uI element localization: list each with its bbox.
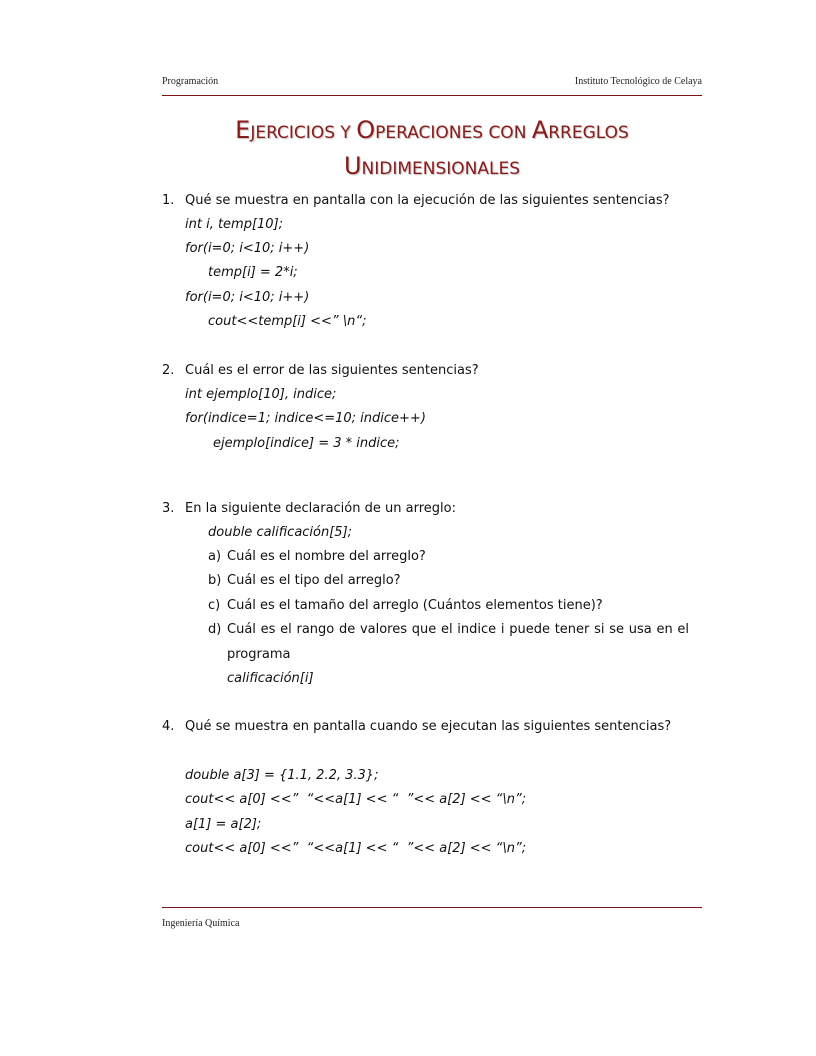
title-cap-u: U	[343, 152, 362, 180]
q3-declaration: double calificación[5];	[208, 525, 353, 540]
q1-code-line: cout<<temp[i] <<” \n“;	[208, 314, 367, 329]
title-word-ejercicios: JERCICIOS Y	[250, 123, 357, 143]
q2-text: Cuál es el error de las siguientes sentencias?	[185, 363, 479, 378]
q2-code-line: for(indice=1; indice<=10; indice++)	[185, 411, 426, 426]
q3-item-label: d)	[208, 622, 222, 637]
q4-text: Qué se muestra en pantalla cuando se ejecutan las siguientes sentencias?	[185, 719, 672, 734]
q3-item-code: calificación[i]	[227, 671, 314, 686]
q3-item-label: b)	[208, 573, 222, 588]
q1-code-line: int i, temp[10];	[185, 217, 284, 232]
header-institution: Instituto Tecnológico de Celaya	[574, 76, 702, 87]
q4-code-line: cout<< a[0] <<” “<<a[1] << “ ”<< a[2] << “\n”;	[185, 792, 527, 807]
header-rule	[162, 95, 702, 96]
title-cap-a: A	[531, 116, 549, 144]
q2-number: 2.	[162, 363, 175, 378]
title-word-operaciones: PERACIONES CON	[375, 123, 532, 143]
page-title	[162, 114, 702, 186]
q1-code-line: for(i=0; i<10; i++)	[185, 290, 310, 305]
q3-item-text: Cuál es el tipo del arreglo?	[227, 573, 401, 588]
title-word-arreglos: RREGLOS	[548, 123, 629, 143]
q4-code-line: a[1] = a[2];	[185, 817, 262, 832]
q4-code-line: cout<< a[0] <<” “<<a[1] << “ ”<< a[2] << “\n”;	[185, 841, 527, 856]
title-word-unidimensionales: NIDIMENSIONALES	[361, 159, 521, 179]
q3-number: 3.	[162, 501, 175, 516]
footer-department: Ingeniería Química	[162, 918, 240, 929]
q3-item-text: Cuál es el tamaño del arreglo (Cuántos elementos tiene)?	[227, 598, 603, 613]
title-cap-e: E	[235, 116, 251, 144]
q1-number: 1.	[162, 193, 175, 208]
footer-rule	[162, 907, 702, 908]
q3-item-continuation: programa	[227, 647, 291, 662]
q4-code-line: double a[3] = {1.1, 2.2, 3.3};	[185, 768, 379, 783]
q2-code-line: int ejemplo[10], indice;	[185, 387, 337, 402]
q3-item-label: a)	[208, 549, 222, 564]
q4-number: 4.	[162, 719, 175, 734]
q3-item-text: Cuál es el nombre del arreglo?	[227, 549, 426, 564]
q2-code-line: ejemplo[indice] = 3 * indice;	[213, 436, 400, 451]
q3-text: En la siguiente declaración de un arreglo:	[185, 501, 456, 516]
q1-code-line: for(i=0; i<10; i++)	[185, 241, 310, 256]
q3-item-label: c)	[208, 598, 221, 613]
title-line-2	[162, 150, 702, 186]
q3-item-text: Cuál es el rango de valores que el indice i puede tener si se usa en el	[227, 622, 690, 637]
header-course: Programación	[162, 76, 219, 87]
q1-text: Qué se muestra en pantalla con la ejecución de las siguientes sentencias?	[185, 193, 670, 208]
title-cap-o: O	[356, 116, 376, 144]
q1-code-line: temp[i] = 2*i;	[208, 265, 298, 280]
title-line-1	[162, 114, 702, 150]
